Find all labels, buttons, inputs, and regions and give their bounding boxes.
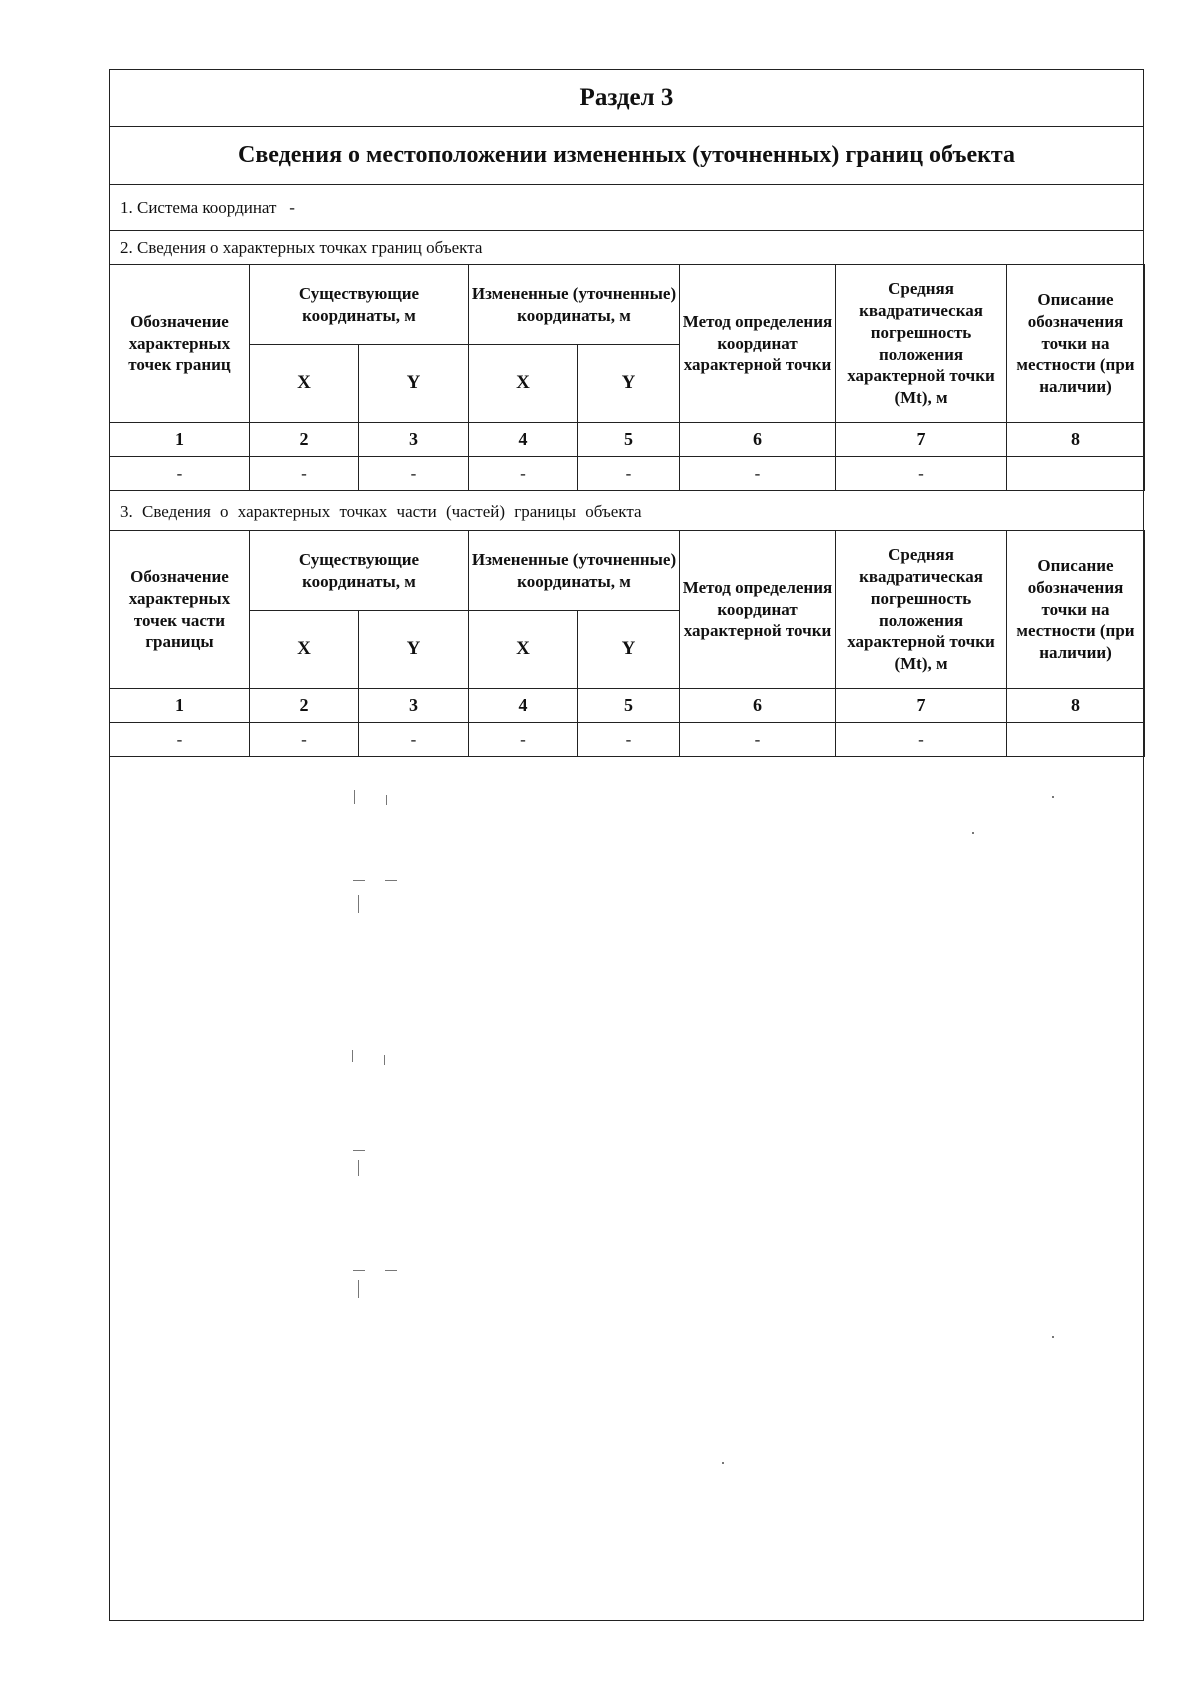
column-number: 5 <box>578 423 680 457</box>
table-row <box>110 457 1145 491</box>
header-method: Метод определения координат характерной точки <box>680 265 836 423</box>
column-number: 8 <box>1007 689 1145 723</box>
column-number: 1 <box>110 689 250 723</box>
table-cell: - <box>680 457 836 491</box>
table-cell <box>1007 723 1145 757</box>
header-y: Y <box>578 611 680 689</box>
coordinate-system-line <box>120 198 295 218</box>
table-cell: - <box>680 723 836 757</box>
column-number: 3 <box>359 423 469 457</box>
table1-caption: 2. Сведения о характерных точках границ объекта <box>120 238 483 257</box>
table2-caption: 3. Сведения о характерных точках части (частей) границы объекта <box>120 502 642 521</box>
table-cell: - <box>359 457 469 491</box>
header-changed-coordinates: Измененные (уточненные) координаты, м <box>469 265 680 345</box>
table-cell: - <box>469 723 578 757</box>
column-number: 4 <box>469 423 578 457</box>
part-boundary-points-table <box>109 530 1145 757</box>
header-x: X <box>250 345 359 423</box>
coordinate-system-value: - <box>289 198 295 217</box>
header-mean-error: Средняя квадратическая погрешность положения характерной точки (Mt), м <box>836 265 1007 423</box>
header-changed-coordinates: Измененные (уточненные) координаты, м <box>469 531 680 611</box>
header-y: Y <box>359 345 469 423</box>
header-existing-coordinates: Существующие координаты, м <box>250 265 469 345</box>
header-y: Y <box>359 611 469 689</box>
table-cell: - <box>250 457 359 491</box>
document-heading: Сведения о местоположении измененных (уточненных) границ объекта <box>237 142 1016 168</box>
divider <box>109 184 1144 185</box>
header-designation: Обозначение характерных точек границ <box>110 265 250 423</box>
divider <box>109 230 1144 231</box>
header-description: Описание обозначения точки на местности (при наличии) <box>1007 531 1145 689</box>
table-cell: - <box>110 723 250 757</box>
section-title: Раздел 3 <box>579 84 674 111</box>
header-mean-error: Средняя квадратическая погрешность положения характерной точки (Mt), м <box>836 531 1007 689</box>
column-number: 6 <box>680 423 836 457</box>
table-cell: - <box>359 723 469 757</box>
column-number: 2 <box>250 689 359 723</box>
table-cell: - <box>110 457 250 491</box>
header-existing-coordinates: Существующие координаты, м <box>250 531 469 611</box>
table-cell: - <box>578 723 680 757</box>
column-number: 4 <box>469 689 578 723</box>
boundary-points-table <box>109 264 1145 491</box>
column-number-row <box>110 423 1145 457</box>
header-y: Y <box>578 345 680 423</box>
column-number: 6 <box>680 689 836 723</box>
column-number: 7 <box>836 423 1007 457</box>
column-number: 8 <box>1007 423 1145 457</box>
column-number: 5 <box>578 689 680 723</box>
header-x: X <box>469 611 578 689</box>
column-number-row <box>110 689 1145 723</box>
table-cell: - <box>578 457 680 491</box>
column-number: 2 <box>250 423 359 457</box>
header-description: Описание обозначения точки на местности (при наличии) <box>1007 265 1145 423</box>
table-cell: - <box>836 723 1007 757</box>
column-number: 1 <box>110 423 250 457</box>
header-method: Метод определения координат характерной точки <box>680 531 836 689</box>
column-number: 3 <box>359 689 469 723</box>
header-x: X <box>469 345 578 423</box>
column-number: 7 <box>836 689 1007 723</box>
header-designation: Обозначение характерных точек части границы <box>110 531 250 689</box>
coordinate-system-label: 1. Система координат <box>120 198 277 217</box>
header-x: X <box>250 611 359 689</box>
table-cell <box>1007 457 1145 491</box>
table-cell: - <box>836 457 1007 491</box>
table-row <box>110 723 1145 757</box>
table-cell: - <box>250 723 359 757</box>
table-cell: - <box>469 457 578 491</box>
